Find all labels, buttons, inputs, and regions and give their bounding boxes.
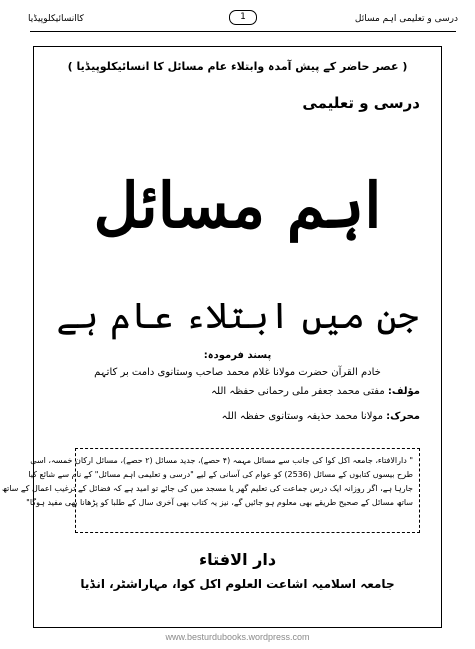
notice-line: " دارالافتاء، جامعہ اکل کوا کی جانب سے مسائل مہمہ (۴ حصے)، جدید مسائل (۲ حصے)، مسائل ارکان خمسہ، اسی (30, 456, 413, 465)
running-header-left: کاانسائیکلوپیڈیا (28, 14, 84, 24)
main-title: اہم مسائل (93, 169, 382, 242)
page-number: 1 (229, 10, 257, 25)
tagline: جن میں ابتلاء عام ہے (56, 296, 419, 337)
series-title: درسی و تعلیمی (302, 94, 420, 112)
notice-line: طرح بیسوں کتابوں کے مسائل (2536) کو عوام کی آسانی کے لیے "درسی و تعلیمی اہم مسائل" کے نام سے شائع کیا (28, 470, 413, 479)
editor-label: محرک: (386, 411, 420, 422)
author-name: مفتی محمد جعفر ملی رحمانی حفظہ اللہ (211, 386, 385, 397)
notice-line: ساتھ مسائل کے صحیح طریقے بھی معلوم ہو جائیں گے، نیز یہ کتاب بھی آخری سال کے طلبا کو پڑھانا بھی مفید ہوگا" (26, 498, 413, 507)
editor-name: مولانا محمد حذیفہ وستانوی حفظہ اللہ (221, 411, 383, 422)
notice-line: جارہا ہے، اگر روزانہ ایک درس جماعت کی تعلیم گھر یا مسجد میں کی جائے تو امید ہے کہ فضائل کے ترغیب اعمال کے ساتھ (1, 484, 413, 493)
header-rule (30, 31, 456, 32)
approved-label: پسند فرمودہ: (203, 350, 272, 361)
footer-url[interactable]: www.besturdubooks.wordpress.com (165, 632, 310, 642)
author-label: مؤلف: (387, 386, 420, 397)
editor-row (100, 411, 420, 422)
publisher: دار الافتاء (198, 550, 277, 569)
subtitle: ( عصر حاضر کے پیش آمدہ وابتلاء عام مسائل کا انسائیکلوپیڈیا ) (67, 60, 408, 73)
approved-value: خادم القرآن حضرت مولانا غلام محمد صاحب وستانوی دامت بر کاتہم (94, 367, 381, 378)
publisher-address: جامعہ اسلامیہ اشاعت العلوم اکل کوا، مہاراشٹر، انڈیا (80, 577, 395, 591)
running-header (28, 14, 458, 28)
author-row (100, 386, 420, 397)
running-header-right: درسی و تعلیمی اہم مسائل (354, 14, 458, 24)
notice-box (1, 448, 420, 533)
